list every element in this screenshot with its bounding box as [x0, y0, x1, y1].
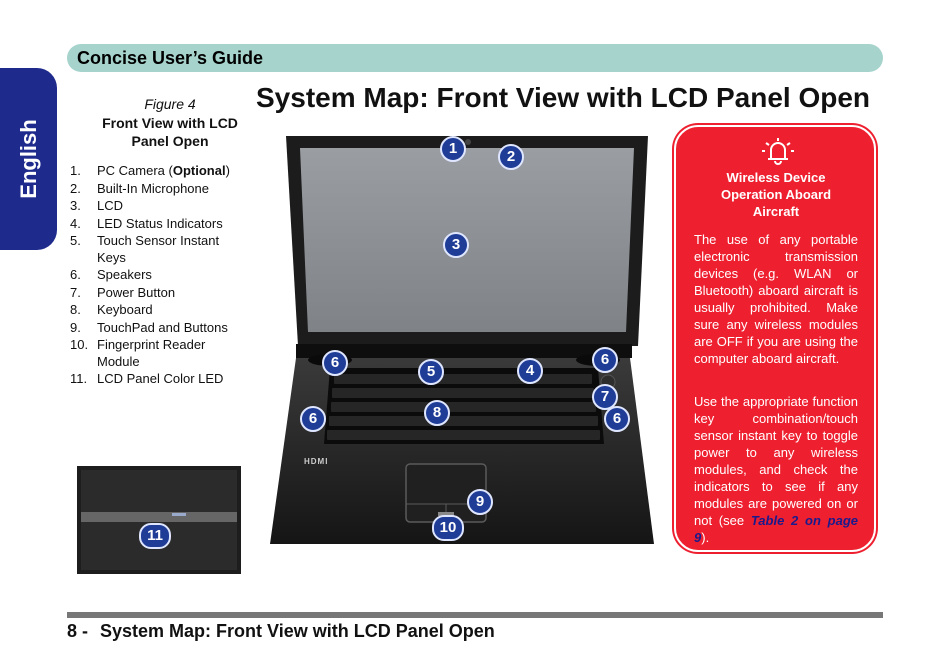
callout-10: 10	[432, 515, 464, 541]
language-side-tab	[0, 68, 57, 250]
callout-6-right-upper: 6	[592, 347, 618, 373]
footer-section-title: System Map: Front View with LCD Panel Open	[100, 621, 495, 641]
list-item	[70, 198, 250, 215]
callout-6-left-upper: 6	[322, 350, 348, 376]
list-number: 1.	[70, 163, 81, 178]
guide-title: Concise User’s Guide	[77, 48, 264, 68]
hdmi-logo: HDMI	[304, 457, 329, 466]
footer-divider	[67, 612, 883, 618]
wireless-warning-box	[674, 125, 876, 552]
list-text: Touch Sensor Instant Keys	[97, 233, 220, 265]
language-label: English	[15, 119, 41, 199]
list-number: 2.	[70, 180, 81, 196]
list-text: LCD	[97, 198, 124, 213]
list-item	[70, 267, 250, 284]
list-text: Speakers	[97, 267, 152, 282]
page-footer	[67, 621, 495, 642]
callout-7: 7	[592, 384, 618, 410]
list-text: Fingerprint Reader Module	[97, 337, 206, 369]
warning-title-line2: Operation Aboard	[720, 187, 832, 202]
figure-title-line2: Panel Open	[131, 133, 209, 149]
list-text: LCD Panel Color LED	[97, 371, 224, 386]
warning-title	[686, 169, 866, 220]
callout-5: 5	[418, 359, 444, 385]
table-reference-link[interactable]: Table 2 on page 9	[694, 513, 858, 545]
list-text: Keyboard	[97, 302, 153, 317]
list-number: 4.	[70, 215, 81, 231]
list-number: 11.	[70, 371, 88, 386]
callout-1: 1	[440, 136, 466, 162]
callout-6-left-lower: 6	[300, 406, 326, 432]
list-item	[70, 320, 250, 337]
list-item	[70, 285, 250, 302]
lid-illustration	[77, 466, 241, 574]
alert-bell-icon	[761, 137, 795, 165]
callout-8: 8	[424, 400, 450, 426]
list-item	[70, 163, 250, 180]
page-number: 8 -	[67, 621, 89, 641]
list-number: 10.	[70, 337, 89, 352]
warning-paragraph-2-text: Use the appropriate function key combination/touch sensor instant key to toggle power to any wireless modules, and check the indicators to see if any modules are powered on or not (see	[694, 394, 858, 528]
list-item	[70, 181, 250, 198]
list-text: Built-In Microphone	[97, 180, 209, 196]
warning-paragraph-2-end: ).	[701, 530, 710, 545]
list-text: LED Status Indicators	[97, 215, 223, 231]
figure-title-line1: Front View with LCD	[102, 115, 238, 131]
list-item	[70, 216, 250, 233]
callout-6-right-lower: 6	[604, 406, 630, 432]
list-number: 5.	[70, 233, 81, 248]
feature-list	[70, 163, 250, 389]
warning-title-line1: Wireless Device	[726, 170, 826, 185]
guide-header-band	[67, 44, 883, 72]
list-item	[70, 233, 250, 266]
callout-4: 4	[517, 358, 543, 384]
lcd-lid-image	[77, 466, 241, 574]
list-text: TouchPad and Buttons	[97, 319, 228, 335]
page-title: System Map: Front View with LCD Panel Open	[256, 82, 871, 113]
list-text-bold: Optional	[172, 163, 226, 178]
callout-11: 11	[139, 523, 171, 549]
warning-paragraph-2	[694, 393, 858, 546]
list-number: 3.	[70, 198, 81, 213]
laptop-front-view-image	[268, 132, 654, 552]
list-item	[70, 302, 250, 319]
callout-9: 9	[467, 489, 493, 515]
list-number: 9.	[70, 319, 81, 335]
list-number: 6.	[70, 267, 81, 282]
list-text: Power Button	[97, 284, 176, 300]
list-number: 8.	[70, 302, 81, 317]
laptop-illustration	[268, 132, 654, 552]
callout-2: 2	[498, 144, 524, 170]
warning-paragraph-1: The use of any portable electronic transmission devices (e.g. WLAN or Bluetooth) aboard aircraft is usually prohibited. Make sure any wireless modules are OFF if you are using the computer aboard aircraft.	[694, 232, 858, 366]
warning-title-line3: Aircraft	[752, 204, 800, 219]
figure-caption	[70, 96, 270, 150]
list-text: PC Camera (	[97, 163, 173, 178]
list-text-after: )	[225, 163, 230, 178]
callout-3: 3	[443, 232, 469, 258]
list-item	[70, 337, 250, 370]
list-item	[70, 371, 250, 388]
figure-label: Figure 4	[144, 96, 196, 112]
list-number: 7.	[70, 284, 81, 300]
